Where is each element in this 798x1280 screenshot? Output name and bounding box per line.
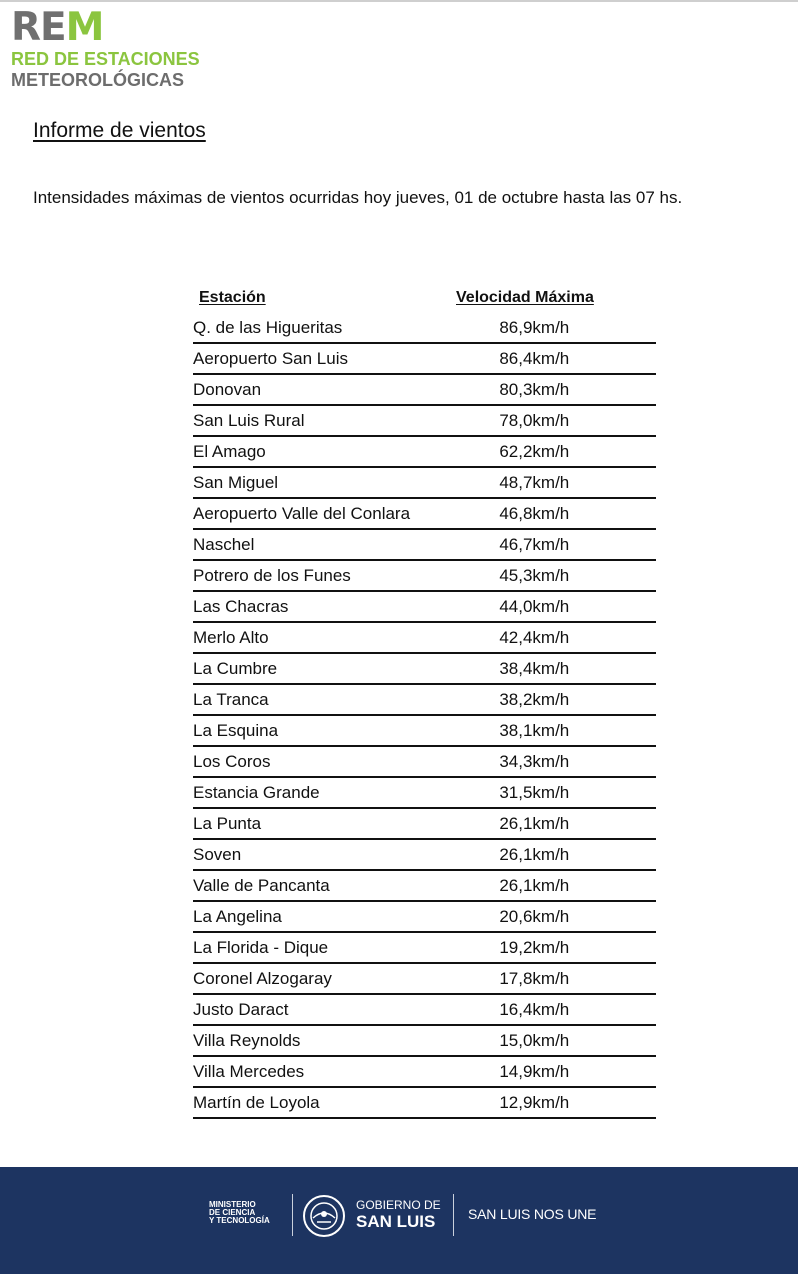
table-row [193,622,656,653]
speed-unit: km/h [532,932,656,963]
speed-unit: km/h [532,901,656,932]
government-label [356,1199,441,1231]
station-name: Las Chacras [193,591,449,622]
table-row [193,994,656,1025]
table-row [193,529,656,560]
table-row [193,653,656,684]
speed-unit: km/h [532,1087,656,1118]
footer-divider [453,1194,454,1236]
station-name: La Angelina [193,901,449,932]
station-name: La Esquina [193,715,449,746]
station-name: Martín de Loyola [193,1087,449,1118]
speed-value: 38,4 [449,653,532,684]
table-row [193,746,656,777]
speed-value: 15,0 [449,1025,532,1056]
station-name: Villa Mercedes [193,1056,449,1087]
speed-unit: km/h [532,374,656,405]
rem-wordmark-m: M [65,5,104,50]
speed-value: 80,3 [449,374,532,405]
station-name: Naschel [193,529,449,560]
table-row [193,374,656,405]
wind-table-body [193,313,656,1118]
speed-unit: km/h [532,808,656,839]
speed-value: 26,1 [449,808,532,839]
speed-unit: km/h [532,313,656,343]
table-row [193,932,656,963]
speed-value: 42,4 [449,622,532,653]
speed-value: 45,3 [449,560,532,591]
table-row [193,498,656,529]
rem-logo [11,5,200,91]
speed-value: 31,5 [449,777,532,808]
speed-value: 34,3 [449,746,532,777]
table-row [193,591,656,622]
table-row [193,808,656,839]
speed-unit: km/h [532,963,656,994]
speed-unit: km/h [532,653,656,684]
speed-unit: km/h [532,777,656,808]
table-row [193,870,656,901]
speed-value: 38,1 [449,715,532,746]
speed-value: 26,1 [449,839,532,870]
speed-unit: km/h [532,839,656,870]
table-header-row [193,283,656,313]
rem-wordmark-re: RE [11,5,66,50]
ministry-label [209,1201,270,1225]
table-row [193,684,656,715]
table-row [193,560,656,591]
footer-slogan: SAN LUIS NOS UNE [468,1206,597,1222]
table-row [193,436,656,467]
station-name: La Cumbre [193,653,449,684]
speed-unit: km/h [532,994,656,1025]
top-rule [0,0,798,2]
station-name: Q. de las Higueritas [193,313,449,343]
speed-value: 20,6 [449,901,532,932]
speed-unit: km/h [532,622,656,653]
station-name: Potrero de los Funes [193,560,449,591]
table-row [193,715,656,746]
speed-unit: km/h [532,684,656,715]
speed-unit: km/h [532,436,656,467]
table-row [193,343,656,374]
column-header-speed: Velocidad Máxima [456,289,594,306]
speed-unit: km/h [532,467,656,498]
station-name: La Punta [193,808,449,839]
table-row [193,777,656,808]
station-name: Aeropuerto San Luis [193,343,449,374]
station-name: Estancia Grande [193,777,449,808]
speed-value: 44,0 [449,591,532,622]
speed-value: 38,2 [449,684,532,715]
ministry-line-1: MINISTERIO [209,1200,256,1209]
speed-unit: km/h [532,529,656,560]
speed-value: 26,1 [449,870,532,901]
bottom-strip [0,1274,798,1280]
table-row [193,1056,656,1087]
table-row [193,963,656,994]
column-header-station: Estación [199,289,266,306]
rem-wordmark [11,5,200,50]
station-name: El Amago [193,436,449,467]
station-name: Los Coros [193,746,449,777]
speed-value: 19,2 [449,932,532,963]
speed-value: 17,8 [449,963,532,994]
speed-value: 86,4 [449,343,532,374]
speed-value: 86,9 [449,313,532,343]
footer-divider [292,1194,293,1236]
speed-value: 12,9 [449,1087,532,1118]
government-line-2: SAN LUIS [356,1212,436,1231]
table-row [193,313,656,343]
speed-value: 14,9 [449,1056,532,1087]
report-intro: Intensidades máximas de vientos ocurridas hoy jueves, 01 de octubre hasta las 07 hs. [33,188,683,207]
speed-unit: km/h [532,715,656,746]
speed-unit: km/h [532,560,656,591]
table-row [193,901,656,932]
speed-unit: km/h [532,405,656,436]
ministry-line-2: DE CIENCIA [209,1208,256,1217]
wind-table [193,283,656,1119]
table-row [193,467,656,498]
speed-unit: km/h [532,746,656,777]
station-name: Justo Daract [193,994,449,1025]
report-title: Informe de vientos [33,119,206,142]
provincial-seal-icon [302,1194,346,1238]
station-name: Donovan [193,374,449,405]
table-row [193,839,656,870]
station-name: Soven [193,839,449,870]
footer-banner [0,1167,798,1274]
station-name: Aeropuerto Valle del Conlara [193,498,449,529]
speed-value: 16,4 [449,994,532,1025]
station-name: Valle de Pancanta [193,870,449,901]
speed-value: 46,7 [449,529,532,560]
government-line-1: GOBIERNO DE [356,1198,441,1212]
speed-value: 46,8 [449,498,532,529]
speed-value: 78,0 [449,405,532,436]
station-name: Merlo Alto [193,622,449,653]
ministry-line-3: Y TECNOLOGÍA [209,1216,270,1225]
speed-unit: km/h [532,498,656,529]
station-name: San Miguel [193,467,449,498]
speed-value: 62,2 [449,436,532,467]
station-name: Villa Reynolds [193,1025,449,1056]
table-row [193,405,656,436]
logo-tagline-1: RED DE ESTACIONES [11,49,200,69]
table-row [193,1025,656,1056]
speed-unit: km/h [532,591,656,622]
station-name: San Luis Rural [193,405,449,436]
table-row [193,1087,656,1118]
station-name: La Florida - Dique [193,932,449,963]
speed-unit: km/h [532,1056,656,1087]
speed-value: 48,7 [449,467,532,498]
station-name: Coronel Alzogaray [193,963,449,994]
logo-tagline-2: METEOROLÓGICAS [11,70,185,90]
speed-unit: km/h [532,1025,656,1056]
speed-unit: km/h [532,870,656,901]
station-name: La Tranca [193,684,449,715]
speed-unit: km/h [532,343,656,374]
